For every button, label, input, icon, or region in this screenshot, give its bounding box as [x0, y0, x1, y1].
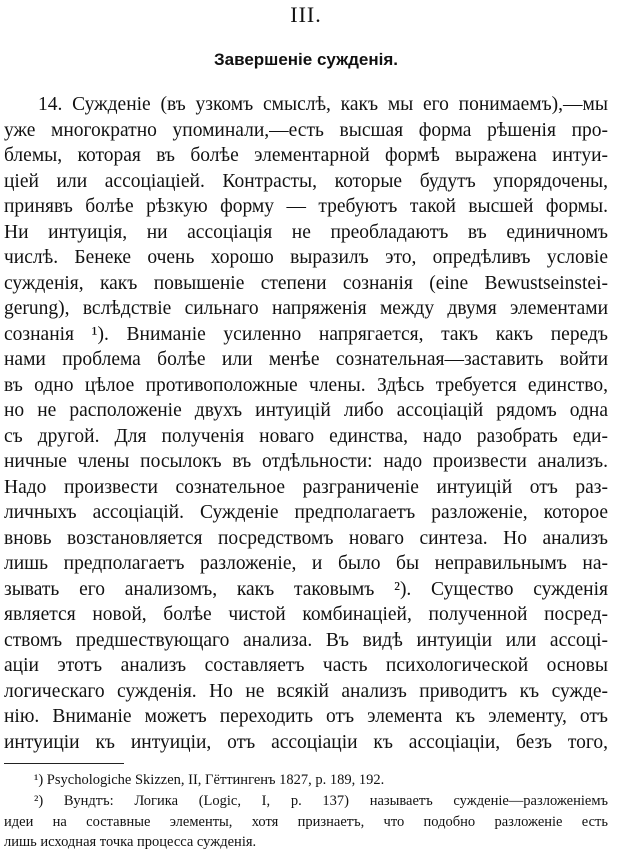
text-line: ствомъ предшествующаго анализа. Въ видѣ интуиціи или ассоці-: [4, 629, 608, 651]
text-line: въ одно цѣлое противоположные члены. Здѣсь требуется единство,: [4, 374, 608, 396]
text-line: числѣ. Бенеке очень хорошо выразилъ это, опредѣливъ условіе: [4, 247, 608, 268]
text-line: вновь возстановляется посредствомъ новаго синтеза. Но анализъ: [4, 527, 608, 549]
text-line: лишь предполагаетъ разложеніе, и было бы неправильнымъ на-: [4, 553, 608, 574]
text-line: ціей или ассоціаціей. Контрасты, которые будутъ упорядочены,: [4, 170, 608, 192]
text-line: 14. Сужденіе (въ узкомъ смыслѣ, какъ мы его понимаемъ),—мы: [38, 94, 608, 115]
text-line: личныхъ ассоціацій. Сужденіе предполагаетъ разложеніе, которое: [4, 502, 608, 523]
text-line: Надо произвести сознательное разграниченіе интуицій отъ раз-: [4, 476, 608, 498]
text-line: нами проблема болѣе или менѣе сознательная—заставить войти: [4, 349, 608, 370]
section-title: Завершеніе сужденія.: [213, 50, 398, 69]
text-line: съ другой. Для полученія новаго единства, надо разобрать еди-: [4, 425, 608, 447]
text-line: интуиціи къ интуиціи, отъ ассоціаціи къ ассоціаціи, безъ того,: [4, 731, 608, 753]
text-line: ничные члены посылокъ въ отдѣльности: надо произвести анализъ.: [4, 451, 608, 472]
footnote-line: лишь исходная точка процесса сужденія.: [4, 834, 257, 850]
footnote-line: ²) Вундтъ: Логика (Logic, I, p. 137) называетъ сужденіе—разложеніемъ: [34, 793, 608, 809]
footnote-line: идеи на составные элементы, хотя признаетъ, что подобно разложеніе есть: [4, 813, 608, 830]
footnote-divider: [4, 763, 124, 764]
text-line: уже многократно упоминали,—есть высшая форма рѣшенія про-: [4, 119, 608, 141]
footnote-1: ¹) Psychologiche Skizzen, II, Гёттингенъ 1827, p. 189, 192.: [34, 772, 385, 788]
text-line: блемы, которая въ болѣе элементарной формѣ выражена интуи-: [4, 145, 608, 166]
text-line: сознанія ¹). Вниманіе усиленно напрягается, такъ какъ передъ: [4, 323, 608, 345]
text-line: логическаго сужденія. Но не всякій анализъ приводитъ къ сужде-: [4, 680, 608, 702]
section-numeral: III.: [290, 2, 322, 27]
footnote-2: [4, 791, 608, 853]
paragraph-14: [4, 92, 608, 755]
text-line: Ни интуиція, ни ассоціація не преобладаютъ въ единичномъ: [4, 221, 608, 243]
text-line: сужденія, какъ повышеніе степени сознанія (eine Bewustseinstei-: [4, 272, 608, 294]
text-line: но не расположеніе двухъ интуицій либо ассоціацій рядомъ одна: [4, 400, 608, 421]
text-line: нію. Вниманіе можетъ переходить отъ элемента къ элементу, отъ: [4, 706, 608, 727]
text-line: gerung), вслѣдствіе сильнаго напряженія между двумя элементами: [4, 298, 608, 319]
text-line: является новой, болѣе чистой комбинаціей, полученной посред-: [4, 604, 608, 625]
text-line: аціи этотъ анализъ составляетъ часть психологической основы: [4, 655, 608, 676]
text-line: принявъ болѣе рѣзкую форму — требуютъ такой высшей формы.: [4, 196, 608, 217]
text-line: зывать его анализомъ, какъ таковымъ ²). Существо сужденія: [4, 578, 608, 600]
